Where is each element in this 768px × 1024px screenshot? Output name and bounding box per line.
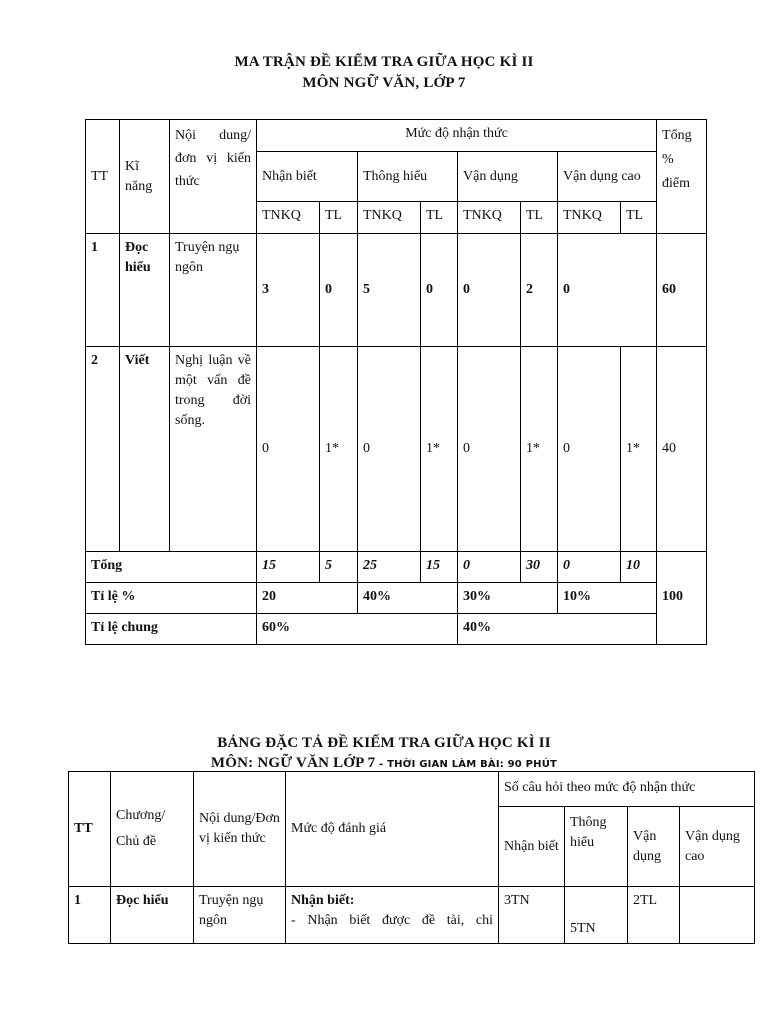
spec-row-tt: 1 (69, 887, 111, 944)
matrix-cell: 1* (421, 347, 458, 552)
spec-row-muc-do (286, 887, 499, 944)
tong-label: Tổng (86, 552, 257, 583)
matrix-cell: 1* (521, 347, 558, 552)
spec-title-line1: BẢNG ĐẶC TẢ ĐỀ KIỂM TRA GIỮA HỌC KÌ II (217, 735, 551, 751)
matrix-cell: 1* (320, 347, 358, 552)
matrix-cell: 1* (621, 347, 657, 552)
header-tl: TL (421, 202, 458, 234)
header-tl: TL (621, 202, 657, 234)
matrix-cell: 0 (257, 347, 320, 552)
ti-le-chung-cell: 60% (257, 614, 458, 645)
spec-row-thong-hieu: 5TN (565, 887, 628, 944)
header-tl: TL (521, 202, 558, 234)
tong-cell: 15 (421, 552, 458, 583)
row-skill: Đọc hiểu (120, 234, 170, 347)
table-row (86, 614, 707, 645)
header-van-dung: Vận dụng (458, 152, 558, 202)
table-row (86, 347, 707, 552)
row-skill: Viết (120, 347, 170, 552)
tong-cell: 0 (558, 552, 621, 583)
matrix-cell: 3 (257, 234, 320, 347)
header-tl: TL (320, 202, 358, 234)
row-total: 60 (657, 234, 707, 347)
header-nhan-biet: Nhận biết (257, 152, 358, 202)
spec-header-so-cau-hoi: Số câu hỏi theo mức độ nhận thức (499, 772, 755, 807)
spec-header-noi-dung: Nội dung/Đơn vị kiến thức (194, 772, 286, 887)
matrix-title-line1: MA TRẬN ĐỀ KIỂM TRA GIỮA HỌC KÌ II (234, 54, 534, 70)
spec-row-muc-do-text: - Nhận biết được đề tài, chi (291, 913, 493, 928)
header-muc-do-nhan-thuc: Mức độ nhận thức (257, 120, 657, 152)
header-noi-dung: Nội dung/đơn vị kiến thức (170, 120, 257, 234)
header-tnkq: TNKQ (358, 202, 421, 234)
header-tnkq: TNKQ (257, 202, 320, 234)
row-tt: 1 (86, 234, 120, 347)
header-tong-diem: Tổng % điểm (657, 120, 707, 234)
tong-cell: 0 (458, 552, 521, 583)
spec-title-time: - THỜI GIAN LÀM BÀI: 90 PHÚT (375, 759, 558, 770)
row-total: 40 (657, 347, 707, 552)
matrix-cell: 0 (320, 234, 358, 347)
assessment-matrix-table (85, 119, 707, 645)
matrix-cell: 5 (358, 234, 421, 347)
spec-header-van-dung: Vận dụng (628, 807, 680, 887)
header-thong-hieu: Thông hiểu (358, 152, 458, 202)
ti-le-total: 100 (657, 552, 707, 645)
matrix-cell: 0 (458, 347, 521, 552)
matrix-cell: 0 (558, 347, 621, 552)
table-row (86, 552, 707, 583)
matrix-cell: 0 (358, 347, 421, 552)
header-ki-nang: Kĩ năng (120, 120, 170, 234)
spec-header-nhan-biet: Nhận biết (499, 807, 565, 887)
spec-row-chuong: Đọc hiểu (111, 887, 194, 944)
spec-row-noi-dung: Truyện ngụ ngôn (194, 887, 286, 944)
spec-header-chuong: Chương/ Chủ đề (111, 772, 194, 887)
ti-le-cell: 30% (458, 583, 558, 614)
ti-le-cell: 40% (358, 583, 458, 614)
spec-row-van-dung-cao (680, 887, 755, 944)
spec-row-nhan-biet: 3TN (499, 887, 565, 944)
tong-cell: 15 (257, 552, 320, 583)
matrix-title-line2: MÔN NGỮ VĂN, LỚP 7 (302, 75, 466, 91)
ti-le-chung-cell: 40% (458, 614, 657, 645)
specification-table (68, 771, 755, 944)
matrix-cell: 0 (421, 234, 458, 347)
matrix-cell: 0 (458, 234, 521, 347)
tong-cell: 25 (358, 552, 421, 583)
spec-header-muc-do-danh-gia: Mức độ đánh giá (286, 772, 499, 887)
spec-title-subject: MÔN: NGỮ VĂN LỚP 7 (210, 755, 376, 771)
spec-header-van-dung-cao: Vận dụng cao (680, 807, 755, 887)
header-van-dung-cao: Vận dụng cao (558, 152, 657, 202)
table-row (69, 887, 755, 944)
matrix-cell: 0 (558, 234, 657, 347)
row-content: Truyện ngụ ngôn (170, 234, 257, 347)
spec-row-van-dung: 2TL (628, 887, 680, 944)
spec-row-muc-do-title: Nhận biết: (291, 893, 355, 908)
tong-cell: 5 (320, 552, 358, 583)
ti-le-chung-label: Tỉ lệ chung (86, 614, 257, 645)
row-tt: 2 (86, 347, 120, 552)
header-tnkq: TNKQ (458, 202, 521, 234)
ti-le-cell: 10% (558, 583, 657, 614)
tong-cell: 10 (621, 552, 657, 583)
header-tt: TT (86, 120, 120, 234)
spec-header-tt: TT (69, 772, 111, 887)
ti-le-label: Tỉ lệ % (86, 583, 257, 614)
header-tnkq: TNKQ (558, 202, 621, 234)
spec-header-thong-hieu: Thông hiểu (565, 807, 628, 887)
table-row (86, 583, 707, 614)
matrix-cell: 2 (521, 234, 558, 347)
row-content: Nghị luận về một vấn đề trong đời sống. (170, 347, 257, 552)
tong-cell: 30 (521, 552, 558, 583)
table-row (86, 234, 707, 347)
ti-le-cell: 20 (257, 583, 358, 614)
